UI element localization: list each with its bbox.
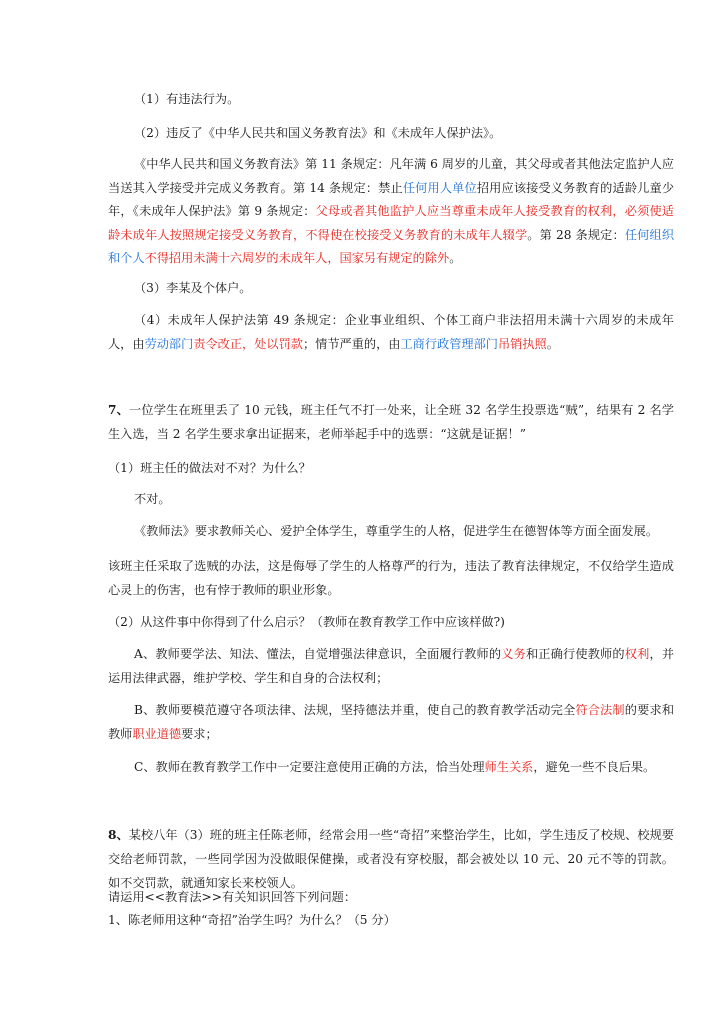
point-4-paragraph <box>108 308 674 356</box>
text-run: 招用应该接受义务教育的适龄儿童少年，《未成年人保护法》第 9 条规定： <box>108 180 675 218</box>
text-run: ，避免一些不良后果。 <box>533 760 656 774</box>
highlight-blue-text: 工商行政管理部门 <box>400 337 498 351</box>
question-8 <box>108 823 674 895</box>
text-run: 。第 28 条规定： <box>527 227 625 242</box>
highlight-blue-text: 任何用人单位 <box>402 180 477 195</box>
question-7-text: 一位学生在班里丢了 10 元钱，班主任气不打一处来，让全班 32 名学生投票选“贼”，结果有 2 名学生入选，当 2 名学生要求拿出证据来，老师举起手中的选票：“这就是证据！” <box>108 403 674 441</box>
text-run: 和正确行使教师的 <box>525 647 625 661</box>
highlight-red-text: 权利 <box>624 647 650 661</box>
highlight-red-text: 吊销执照 <box>498 337 547 351</box>
answer-1-verdict: 不对。 <box>134 492 171 506</box>
text-run: C、教师在教育教学工作中一定要注意使用正确的方法，恰当处理 <box>134 760 485 774</box>
question-7 <box>108 398 674 446</box>
point-1: （1）有违法行为。 <box>134 92 240 106</box>
question-8-instruction: 请运用<<教育法>>有关知识回答下列问题： <box>108 890 357 904</box>
answer-2-point-c <box>108 755 674 779</box>
answer-2-point-b <box>108 698 674 746</box>
text-run: 。 <box>546 337 559 351</box>
answer-2-point-a <box>108 642 674 690</box>
text-run: 的要求和教师 <box>108 703 675 741</box>
highlight-red-text: 义务 <box>501 647 526 661</box>
text-run: ，并运用法律武器，维护学校、学生和自身的合法权利； <box>108 647 675 685</box>
text-run: 要求； <box>181 727 218 741</box>
highlight-red-text: 职业道德 <box>132 727 182 741</box>
answer-1-paragraph-2: 该班主任采取了选贼的办法，这是侮辱了学生的人格尊严的行为，违法了教育法律规定，不仅给学生造成心灵上的伤害，也有悖于教师的职业形象。 <box>108 559 674 597</box>
highlight-blue-text: 任何组织和个人 <box>108 227 675 265</box>
point-3: （3）李某及个体户。 <box>134 281 252 295</box>
highlight-red-text: 师生关系 <box>484 760 534 774</box>
question-8-sub-1: 1、陈老师用这种“奇招”治学生吗？为什么？（5 分） <box>108 913 396 927</box>
text-run: 。 <box>449 251 462 265</box>
text-run: A、教师要学法、知法、懂法，自觉增强法律意识，全面履行教师的 <box>134 647 502 661</box>
text-run: ；情节严重的，由 <box>303 337 401 351</box>
law-citation-paragraph <box>108 153 674 271</box>
highlight-red-text: 符合法制 <box>575 703 625 717</box>
highlight-blue-text: 劳动部门 <box>144 337 194 351</box>
text-run: B、教师要模范遵守各项法律、法规，坚持德法并重，使自己的教育教学活动完全 <box>134 703 576 717</box>
highlight-red-text: 责令改正，处以罚款 <box>193 337 303 351</box>
question-7-sub-2: （2）从这件事中你得到了什么启示？（教师在教育教学工作中应该样做?) <box>108 615 505 629</box>
text-run: 《中华人民共和国义务教育法》第 11 条规定：凡年满 6 周岁的儿童，其父母或者其他法定监护人应当送其入学接受并完成义务教育。第 14 条规定：禁止 <box>108 157 674 195</box>
answer-1-paragraph-1: 《教师法》要求教师关心、爱护全体学生，尊重学生的人格，促进学生在德智体等方面全面发展。 <box>134 524 659 538</box>
highlight-red-text: 不得招用未满十六周岁的未成年人，国家另有规定的除外 <box>144 251 450 265</box>
question-7-sub-1: （1）班主任的做法对不对？为什么？ <box>108 461 311 475</box>
text-run: （4）未成年人保护法第 49 条规定：企业事业组织、个体工商户非法招用未满十六周岁的未成年人，由 <box>108 313 674 351</box>
question-8-text: 某校八年（3）班的班主任陈老师，经常会用一些“奇招”来整治学生，比如，学生违反了校规、校规要交给老师罚款，一些同学因为没做眼保健操，或者没有穿校服，都会被处以 10 元、20 元不等的罚款。如不交罚款，就通知家长来校领人。 <box>108 828 674 890</box>
question-8-number: 8、 <box>108 828 129 842</box>
point-2: （2）违反了《中华人民共和国义务教育法》和《未成年人保护法》。 <box>134 126 502 140</box>
highlight-red-text: 父母或者其他监护人应当尊重未成年人接受教育的权利，必须使适龄未成年人按照规定接受义务教育，不得使在校接受义务教育的未成年人辍学 <box>108 204 674 242</box>
question-7-number: 7、 <box>108 403 129 417</box>
